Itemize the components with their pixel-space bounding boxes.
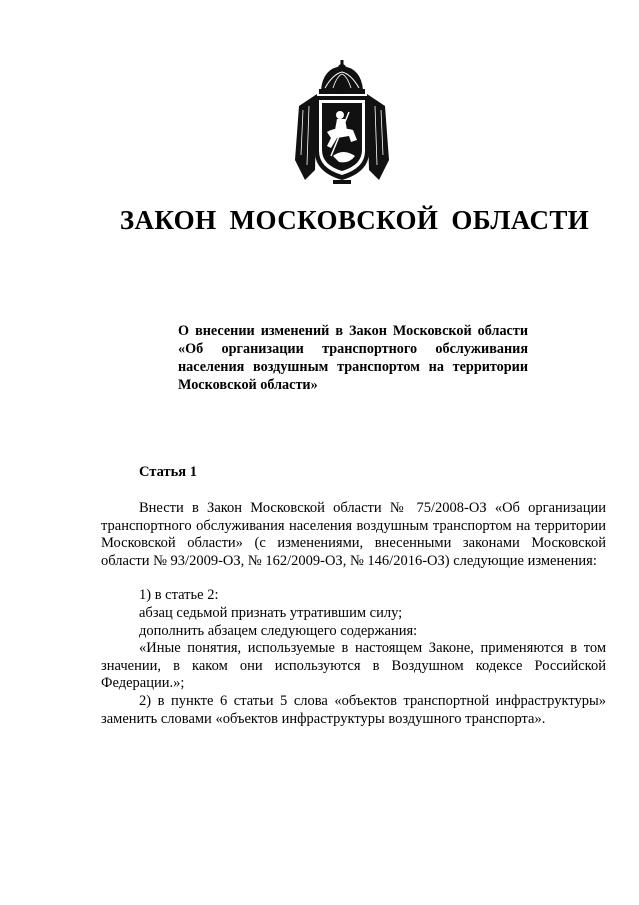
item-1-paragraph-b: дополнить абзацем следующего содержания: bbox=[139, 622, 418, 639]
article-heading: Статья 1 bbox=[139, 464, 197, 480]
item-1-heading: 1) в статье 2: bbox=[139, 587, 219, 604]
law-subject: О внесении изменений в Закон Московской области «Об организации транспортного обслуживания населения воздушным транспортом на территории Московской области» bbox=[178, 323, 528, 393]
article-intro: Внести в Закон Московской области № 75/2008-ОЗ «Об организации транспортного обслуживания населения воздушным транспортом на территории Московской области» (с изменениями, внесенными законами Московской области № 93/2009-ОЗ, № 162/2009-ОЗ, № 146/2016-ОЗ) следующие изменения: bbox=[101, 500, 606, 569]
page-title: ЗАКОН МОСКОВСКОЙ ОБЛАСТИ bbox=[119, 205, 590, 235]
item-1-paragraph-a: абзац седьмой признать утратившим силу; bbox=[139, 604, 403, 621]
moscow-oblast-coat-of-arms-icon bbox=[293, 60, 391, 190]
item-1-quote: «Иные понятия, используемые в настоящем Законе, применяются в том значении, в каком они используются в Воздушном кодексе Российской Федерации.»; bbox=[101, 640, 606, 692]
item-2: 2) в пункте 6 статьи 5 слова «объектов транспортной инфраструктуры» заменить словами «объектов инфраструктуры воздушного транспорта». bbox=[101, 692, 606, 727]
article-body bbox=[101, 500, 606, 728]
